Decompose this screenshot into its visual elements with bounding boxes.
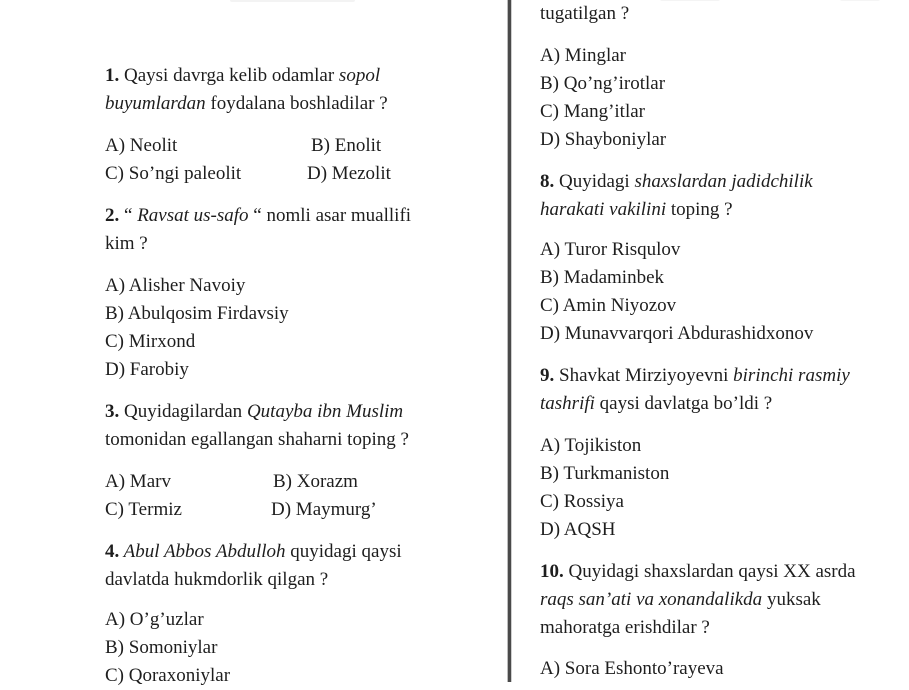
option-a: A) Neolit — [105, 135, 178, 156]
question-number: 9. — [540, 365, 555, 386]
question-text: qaysi davlatga bo’ldi ? — [594, 393, 773, 414]
option-c: C) Mang’itlar — [540, 101, 646, 122]
question-text: Quyidagi — [554, 171, 635, 192]
option-d: D) Maymurg’ — [271, 499, 377, 520]
option-b: B) Xorazm — [273, 471, 358, 492]
option-b: B) Enolit — [311, 135, 382, 156]
option-b: B) Abulqosim Firdavsiy — [105, 303, 289, 324]
option-a: A) O’g’uzlar — [105, 609, 204, 630]
option-a: A) Alisher Navoiy — [105, 275, 246, 296]
option-d: D) Munavvarqori Abdurashidxonov — [540, 323, 814, 344]
question-text: toping ? — [666, 199, 733, 220]
question-9-line-2 — [540, 390, 772, 418]
option-c: C) So’ngi paleolit — [105, 163, 242, 184]
question-10-line-2 — [540, 586, 821, 614]
column-divider — [508, 0, 511, 682]
question-text: yuksak — [762, 589, 821, 610]
question-10-line-1 — [540, 558, 856, 586]
option-b: B) Madaminbek — [540, 267, 665, 288]
question-4-line-2: davlatda hukmdorlik qilgan ? — [105, 569, 329, 590]
option-d: D) Farobiy — [105, 359, 189, 380]
question-number: 10. — [540, 561, 564, 582]
question-1-line-1 — [105, 62, 380, 90]
question-7-tail-line: tugatilgan ? — [540, 3, 630, 24]
question-3-line-2: tomonidan egallangan shaharni toping ? — [105, 429, 409, 450]
question-text-italic: Qutayba ibn Muslim — [246, 401, 404, 422]
question-2-line-1 — [105, 202, 411, 230]
faded-page-header — [230, 0, 355, 2]
option-d: D) Shayboniylar — [540, 129, 667, 150]
question-text: Shavkat Mirziyoyevni — [554, 365, 734, 386]
question-text-italic: harakati vakilini — [540, 199, 667, 220]
option-a: A) Tojikiston — [540, 435, 642, 456]
question-8-line-2 — [540, 196, 733, 224]
question-number: 2. — [105, 205, 120, 226]
question-text-italic: Ravsat us-safo — [137, 205, 249, 226]
question-text-italic: buyumlardan — [105, 93, 206, 114]
question-text: quyidagi qaysi — [285, 541, 402, 562]
question-8-line-1 — [540, 168, 813, 196]
option-a: A) Sora Eshonto’rayeva — [540, 658, 724, 679]
option-b: B) Qo’ng’irotlar — [540, 73, 666, 94]
faded-page-header-right — [660, 0, 720, 1]
question-text-italic: sopol — [338, 65, 381, 86]
option-c: C) Termiz — [105, 499, 182, 520]
question-number: 4. — [105, 541, 120, 562]
question-text-italic: raqs san’ati va xonandalikda — [540, 589, 763, 610]
question-10-line-3: mahoratga erishdilar ? — [540, 617, 710, 638]
faded-page-header-right-2 — [840, 0, 880, 1]
option-a: A) Turor Risqulov — [540, 239, 681, 260]
option-b: B) Turkmaniston — [540, 463, 670, 484]
option-c: C) Amin Niyozov — [540, 295, 677, 316]
option-a: A) Marv — [105, 471, 171, 492]
question-text-italic: birinchi rasmiy — [733, 365, 850, 386]
question-text: Quyidagi shaxslardan qaysi XX asrda — [563, 561, 856, 582]
option-c: C) Qoraxoniylar — [105, 665, 231, 686]
option-c: C) Mirxond — [105, 331, 196, 352]
question-text: Quyidagilardan — [119, 401, 247, 422]
question-text-italic: tashrifi — [540, 393, 595, 414]
option-b: B) Somoniylar — [105, 637, 218, 658]
question-text: foydalana boshladilar ? — [205, 93, 388, 114]
question-2-line-2: kim ? — [105, 233, 148, 254]
question-text-italic: shaxslardan jadidchilik — [634, 171, 813, 192]
question-number: 3. — [105, 401, 120, 422]
option-d: D) AQSH — [540, 519, 616, 540]
question-1-line-2 — [105, 90, 388, 118]
question-text: “ nomli asar muallifi — [248, 205, 412, 226]
question-text-italic: Abul Abbos Abdulloh — [119, 541, 286, 562]
question-4-line-1 — [105, 538, 402, 566]
question-number: 8. — [540, 171, 555, 192]
question-3-line-1 — [105, 398, 403, 426]
question-text: Qaysi davrga kelib odamlar — [124, 65, 339, 86]
option-d: D) Mezolit — [307, 163, 391, 184]
question-number: 1. — [105, 65, 120, 86]
option-a: A) Minglar — [540, 45, 627, 66]
question-text: “ — [119, 205, 138, 226]
option-c: C) Rossiya — [540, 491, 624, 512]
question-9-line-1 — [540, 362, 850, 390]
